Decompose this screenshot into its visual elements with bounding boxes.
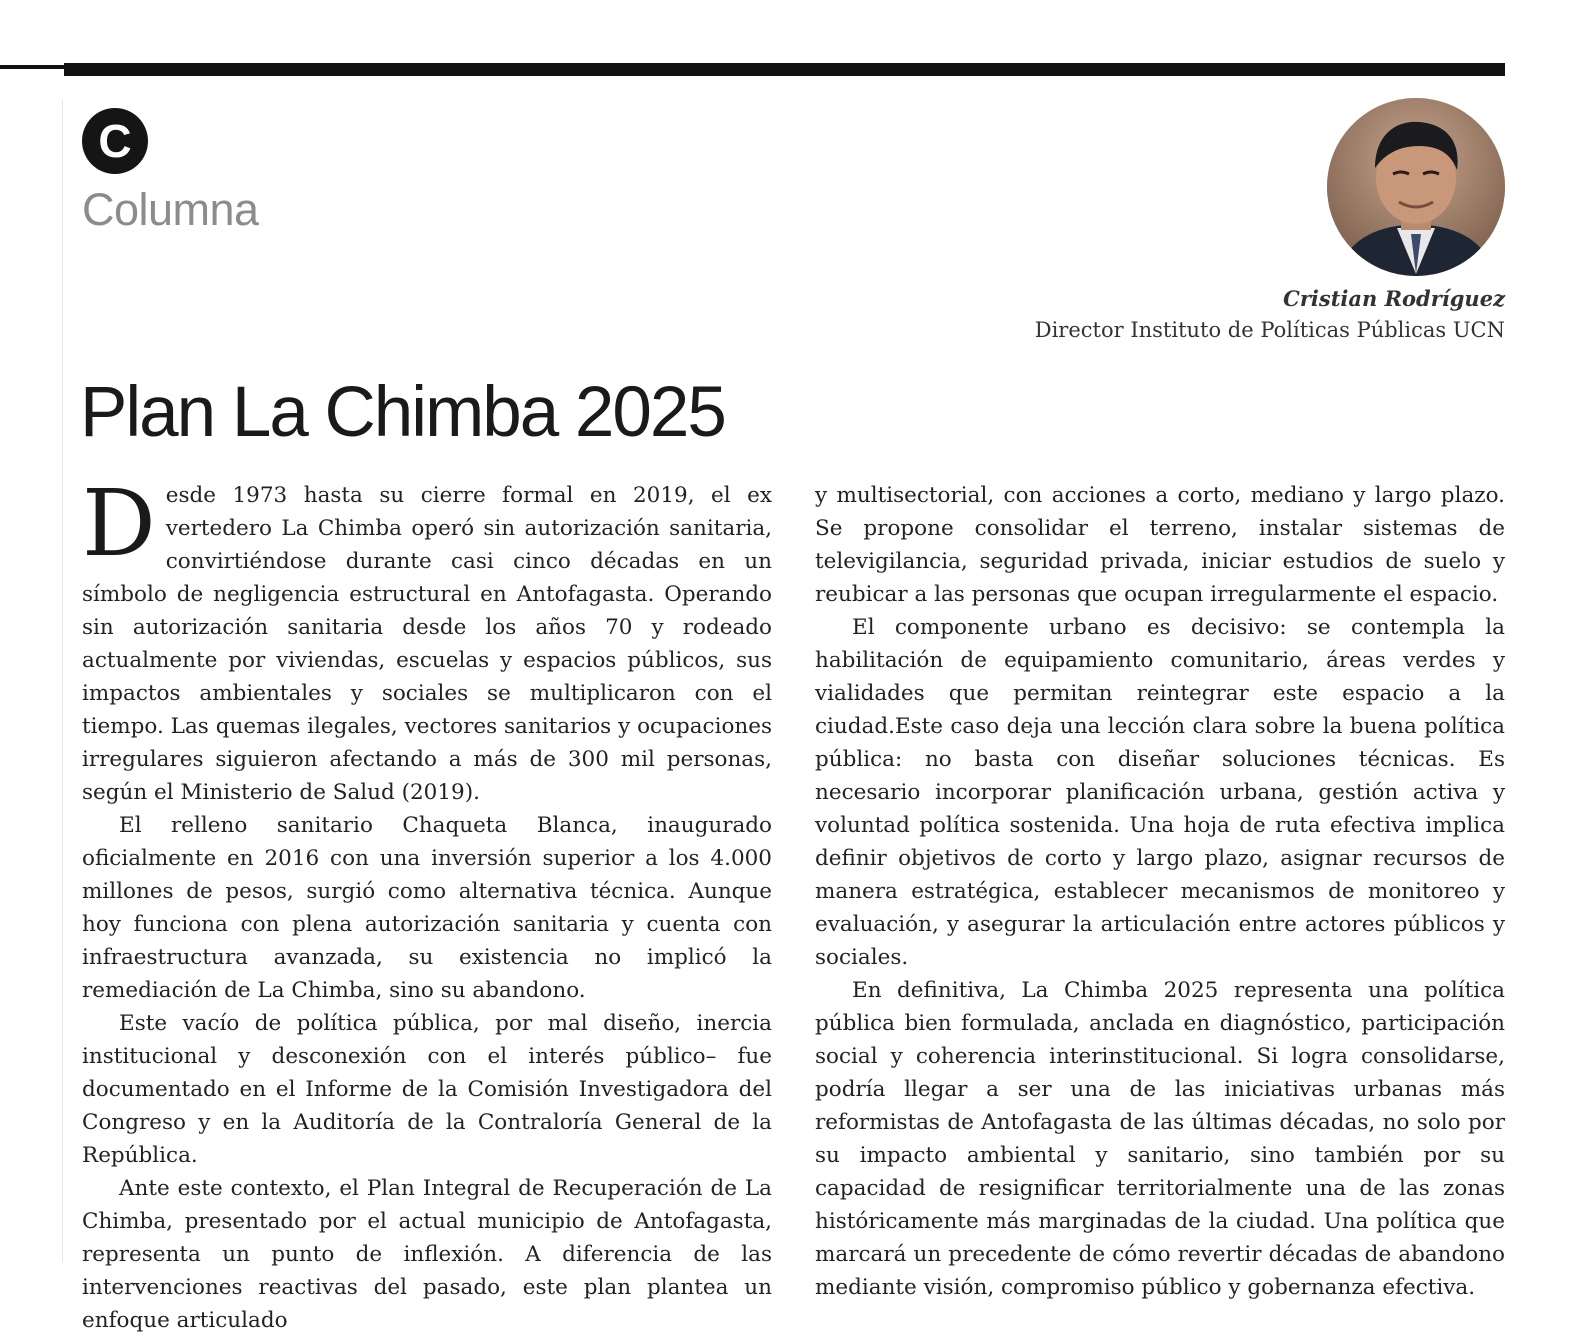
author-avatar: [1327, 98, 1505, 276]
page-edge-line: [62, 100, 63, 1262]
article-column-right: [815, 479, 1505, 1304]
article-column-left: [82, 470, 772, 1337]
paragraph-text: esde 1973 hasta su cierre formal en 2019, el ex vertedero La Chimba operó sin autorización sanitaria, convirtiéndose durante casi cinco décadas en un símbolo de negligencia estructural en Antofagasta. Operando sin autorización sanitaria desde los años 70 y rodeado actualmente por viviendas, escuelas y espacios públicos, sus impactos ambientales y sociales se multiplicaron con el tiempo. Las quemas ilegales, vectores sanitarios y ocupaciones irregulares siguieron afectando a más de 300 mil personas, según el Ministerio de Salud (2019).: [82, 483, 772, 805]
article-paragraph: Este vacío de política pública, por mal diseño, inercia institucional y desconexión con el interés público– fue documentado en el Informe de la Comisión Investigadora del Congreso y en la Auditoría de la Contraloría General de la República.: [82, 1011, 772, 1168]
section-badge: C: [82, 108, 148, 174]
article-paragraph: En definitiva, La Chimba 2025 representa una política pública bien formulada, anclada en diagnóstico, participación social y coherencia interinstitucional. Si logra consolidarse, podría llegar a ser una de las iniciativas urbanas más reformistas de Antofagasta de las últimas décadas, no solo por su impacto ambiental y sanitario, sino también por su capacidad de resignificar territorialmente una de las zonas históricamente más marginadas de la ciudad. Una política que marcará un precedente de cómo revertir décadas de abandono mediante visión, compromiso público y gobernanza efectiva.: [815, 978, 1505, 1300]
article-paragraph: y multisectorial, con acciones a corto, mediano y largo plazo. Se propone consolidar el terreno, instalar sistemas de televigilancia, seguridad privada, iniciar estudios de suelo y reubicar a las personas que ocupan irregularmente el espacio.: [815, 483, 1505, 607]
article-paragraph: El componente urbano es decisivo: se contempla la habilitación de equipamiento comunitario, áreas verdes y vialidades que permitan reintegrar este espacio a la ciudad.Este caso deja una lección clara sobre la buena política pública: no basta con diseñar soluciones técnicas. Es necesario incorporar planificación urbana, gestión activa y voluntad política sostenida. Una hoja de ruta efectiva implica definir objetivos de corto y largo plazo, asignar recursos de manera estratégica, establecer mecanismos de monitoreo y evaluación, y asegurar la articulación entre actores públicos y sociales.: [815, 615, 1505, 970]
author-name: Cristian Rodríguez: [1283, 286, 1505, 311]
top-rule-stub: [0, 65, 64, 69]
article-paragraph: Ante este contexto, el Plan Integral de Recuperación de La Chimba, presentado por el actual municipio de Antofagasta, representa un punto de inflexión. A diferencia de las intervenciones reactivas del pasado, este plan plantea un enfoque articulado: [82, 1176, 772, 1333]
section-label: Columna: [82, 184, 259, 235]
top-rule: [64, 63, 1505, 76]
author-portrait-image: [1327, 98, 1505, 276]
article-title: Plan La Chimba 2025: [80, 373, 725, 452]
drop-cap: D: [82, 470, 156, 577]
article-paragraph: El relleno sanitario Chaqueta Blanca, inaugurado oficialmente en 2016 con una inversión superior a los 4.000 millones de pesos, surgió como alternativa técnica. Aunque hoy funciona con plena autorización sanitaria y cuenta con infraestructura avanzada, su existencia no implicó la remediación de La Chimba, sino su abandono.: [82, 813, 772, 1003]
article-paragraph: [82, 470, 772, 809]
author-role: Director Instituto de Políticas Públicas UCN: [1034, 318, 1505, 342]
